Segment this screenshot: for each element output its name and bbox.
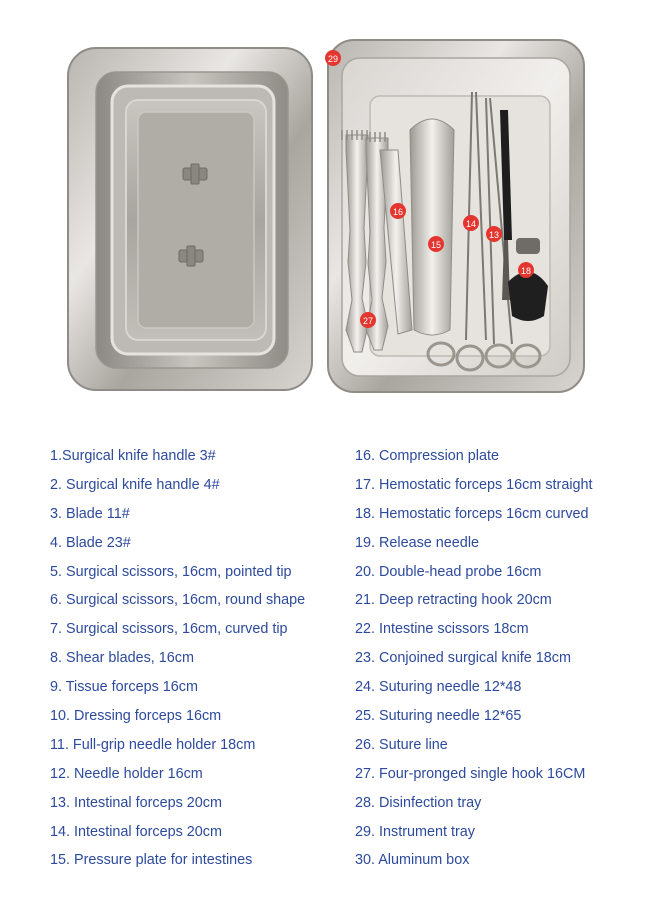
svg-text:29: 29 (327, 54, 339, 64)
svg-text:15: 15 (430, 240, 442, 250)
list-item: 14. Intestinal forceps 20cm (50, 823, 222, 840)
list-item: 27. Four-pronged single hook 16CM (355, 765, 586, 782)
list-item: 24. Suturing needle 12*48 (355, 679, 522, 696)
svg-text:16: 16 (392, 207, 404, 217)
list-item: 11. Full-grip needle holder 18cm (50, 736, 256, 753)
list-item: 12. Needle holder 16cm (50, 765, 203, 782)
list-item: 6. Surgical scissors, 16cm, round shape (50, 592, 306, 609)
list-item: 2. Surgical knife handle 4# (50, 476, 220, 493)
marker-14 (463, 215, 479, 231)
list-item: 26. Suture line (355, 736, 448, 753)
list-item: 22. Intestine scissors 18cm (355, 621, 529, 638)
marker-18 (518, 262, 534, 278)
marker-27 (360, 312, 376, 328)
list-item: 23. Conjoined surgical knife 18cm (355, 650, 571, 667)
list-item: 5. Surgical scissors, 16cm, pointed tip (50, 563, 292, 580)
list-item: 19. Release needle (355, 534, 480, 551)
instrument-tray (328, 40, 584, 392)
svg-text:27: 27 (362, 316, 374, 326)
product-photo (0, 0, 650, 410)
list-item: 8. Shear blades, 16cm (50, 650, 194, 667)
list-item: 17. Hemostatic forceps 16cm straight (355, 476, 593, 493)
list-item: 16. Compression plate (355, 448, 499, 464)
list-item: 10. Dressing forceps 16cm (50, 708, 222, 725)
parts-list-right (355, 442, 645, 875)
aluminum-box-lid (68, 48, 312, 390)
list-item: 25. Suturing needle 12*65 (355, 708, 522, 725)
marker-15 (428, 236, 444, 252)
marker-29 (325, 50, 341, 66)
list-item: 13. Intestinal forceps 20cm (50, 794, 222, 811)
marker-13 (486, 226, 502, 242)
parts-list-left (50, 442, 340, 875)
list-item: 28. Disinfection tray (355, 794, 482, 811)
svg-text:14: 14 (465, 219, 477, 229)
svg-text:18: 18 (520, 266, 532, 276)
list-item: 29. Instrument tray (355, 823, 475, 840)
list-item: 15. Pressure plate for intestines (50, 852, 253, 869)
list-item: 9. Tissue forceps 16cm (50, 679, 198, 696)
list-item: 30. Aluminum box (355, 852, 470, 869)
marker-16 (390, 203, 406, 219)
list-item: 20. Double-head probe 16cm (355, 563, 542, 580)
list-item: 4. Blade 23# (50, 534, 131, 551)
list-item: 7. Surgical scissors, 16cm, curved tip (50, 621, 288, 638)
svg-text:13: 13 (488, 230, 500, 240)
list-item: 21. Deep retracting hook 20cm (355, 592, 552, 609)
list-item: 18. Hemostatic forceps 16cm curved (355, 505, 589, 522)
list-item: 3. Blade 11# (50, 505, 130, 522)
list-item: 1.Surgical knife handle 3# (50, 448, 216, 464)
